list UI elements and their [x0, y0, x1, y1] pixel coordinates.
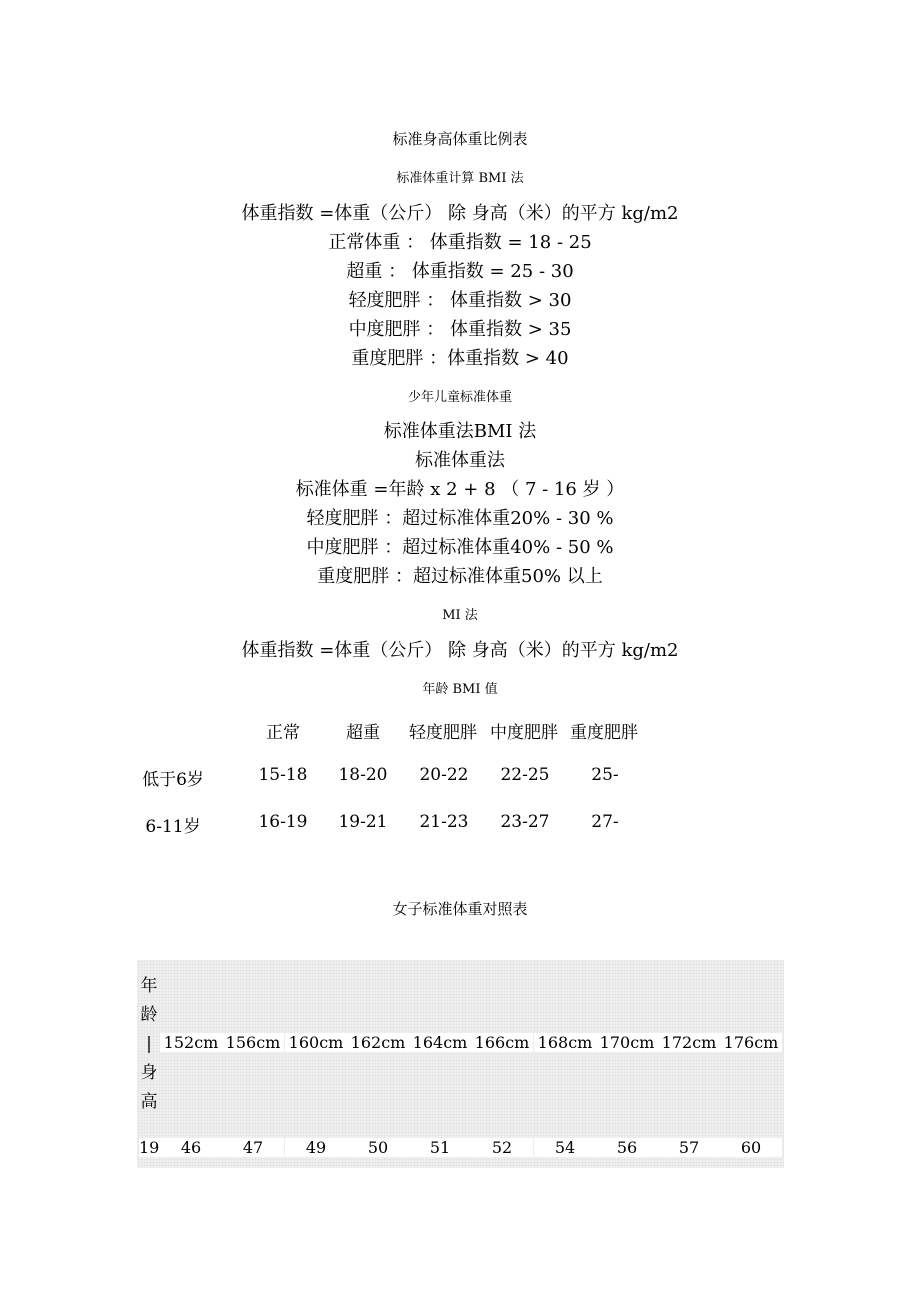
table-cell: 21-23: [419, 812, 469, 832]
table-cell: 16-19: [258, 812, 308, 832]
weight-value: 54: [534, 1138, 596, 1157]
section-heading-age-bmi: 年龄 BMI 值: [422, 682, 498, 697]
height-header: 172cm: [658, 1033, 720, 1052]
child-formula: 标准体重 =年龄 x 2 + 8 （ 7 - 16 岁 ）: [295, 479, 625, 500]
age-bmi-header-row: [148, 718, 668, 744]
height-header: 156cm: [222, 1033, 284, 1052]
table-cell: 23-27: [500, 812, 550, 832]
weight-value: 57: [658, 1138, 720, 1157]
table-cell: 22-25: [500, 765, 550, 785]
weight-value: 47: [222, 1138, 284, 1157]
weight-value: 46: [160, 1138, 222, 1157]
page-title: 标准身高体重比例表: [392, 130, 528, 148]
weight-value: 60: [720, 1138, 782, 1157]
header-severe: 重度肥胖: [570, 723, 638, 743]
header-moderate: 中度肥胖: [490, 723, 558, 743]
corner-label: [140, 972, 158, 1117]
table-row: [145, 812, 668, 838]
moderate-obese-line: 中度肥胖 ： 体重指数 > 35: [348, 319, 572, 340]
mild-obese-line: 轻度肥胖 ： 体重指数 > 30: [348, 290, 572, 311]
corner-char: 身: [140, 1063, 158, 1083]
severe-obese-line: 重度肥胖 ：体重指数 > 40: [351, 348, 569, 369]
table-cell: 27-: [591, 812, 619, 832]
table-cell: 19-21: [338, 812, 388, 832]
row-age-label: 19: [139, 1138, 160, 1157]
header-normal: 正常: [266, 723, 300, 743]
child-moderate-obese: 中度肥胖 ：超过标准体重40% - 50 %: [306, 537, 614, 558]
height-header: 160cm: [285, 1033, 347, 1052]
section-heading-bmi: 标准体重计算 BMI 法: [396, 171, 524, 186]
height-header: 176cm: [720, 1033, 782, 1052]
weight-value: 50: [347, 1138, 409, 1157]
women-weight-table: [137, 960, 784, 1168]
table-cell: 25-: [591, 765, 619, 785]
mi-formula: 体重指数 =体重（公斤） 除 身高（米）的平方 kg/m2: [241, 640, 679, 661]
table-row: [142, 765, 668, 791]
child-std-method: 标准体重法: [415, 450, 505, 471]
child-mild-obese: 轻度肥胖 ：超过标准体重20% - 30 %: [306, 508, 614, 529]
corner-char: |: [146, 1034, 152, 1054]
weight-value: 49: [285, 1138, 347, 1157]
section-heading-children: 少年儿童标准体重: [407, 390, 512, 405]
weight-value: 56: [596, 1138, 658, 1157]
row-label: 6-11岁: [145, 817, 201, 837]
row-label: 低于6岁: [142, 770, 204, 790]
header-mild: 轻度肥胖: [409, 723, 477, 743]
overweight-line: 超重 ： 体重指数 = 25 - 30: [346, 261, 574, 282]
corner-char: 龄: [140, 1005, 158, 1025]
normal-weight-line: 正常体重 ： 体重指数 = 18 - 25: [328, 232, 592, 253]
child-bmi-method: 标准体重法BMI 法: [383, 421, 537, 442]
child-severe-obese: 重度肥胖 ：超过标准体重50% 以上: [317, 566, 603, 587]
bmi-formula: 体重指数 =体重（公斤） 除 身高（米）的平方 kg/m2: [241, 203, 679, 224]
height-header: 152cm: [160, 1033, 222, 1052]
table-cell: 18-20: [338, 765, 388, 785]
height-header: 166cm: [471, 1033, 533, 1052]
height-header: 164cm: [409, 1033, 471, 1052]
height-header: 168cm: [534, 1033, 596, 1052]
height-header: 162cm: [347, 1033, 409, 1052]
height-header: 170cm: [596, 1033, 658, 1052]
women-table-title: 女子标准体重对照表: [392, 900, 528, 918]
weight-value: 52: [471, 1138, 533, 1157]
section-heading-mi: MI 法: [442, 608, 478, 623]
corner-char: 年: [140, 976, 158, 996]
header-overweight: 超重: [346, 723, 380, 743]
table-cell: 20-22: [419, 765, 469, 785]
weight-value: 51: [409, 1138, 471, 1157]
corner-char: 高: [140, 1092, 158, 1112]
table-cell: 15-18: [258, 765, 308, 785]
